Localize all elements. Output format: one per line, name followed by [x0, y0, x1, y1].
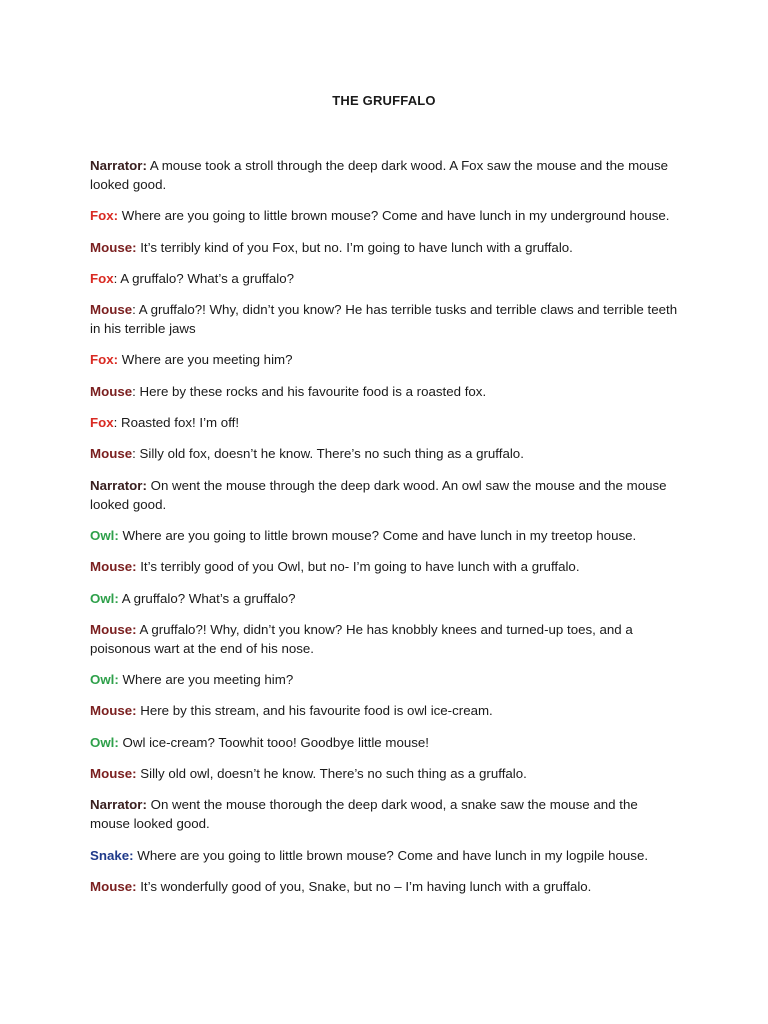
speaker-name-mouse: Mouse:	[90, 621, 137, 637]
dialogue-line	[90, 795, 678, 833]
speaker-name-narrator: Narrator:	[90, 797, 147, 813]
speaker-name-fox: Fox	[90, 415, 114, 431]
speaker-name-narrator: Narrator:	[90, 158, 147, 173]
dialogue-text: : Here by these rocks and his favourite food is a roasted fox.	[132, 383, 487, 399]
dialogue-text: On went the mouse through the deep dark wood. An owl saw the mouse and the mouse looked good.	[90, 477, 667, 512]
dialogue-text: A gruffalo?! Why, didn’t you know? He has knobbly knees and turned-up toes, and a poisonous wart at the end of his nose.	[90, 621, 633, 656]
page-title: THE GRUFFALO	[332, 93, 436, 108]
dialogue-line	[90, 300, 678, 338]
speaker-name-owl: Owl:	[90, 527, 119, 543]
speaker-name-mouse: Mouse	[90, 302, 133, 318]
speaker-name-fox: Fox:	[90, 208, 119, 224]
speaker-name-mouse: Mouse:	[90, 559, 137, 575]
dialogue-line	[90, 701, 678, 720]
dialogue-text: : A gruffalo?! Why, didn’t you know? He has terrible tusks and terrible claws and terrible teeth in his terrible jaws	[90, 302, 678, 337]
speaker-name-mouse: Mouse	[90, 446, 133, 462]
dialogue-line	[90, 269, 678, 288]
dialogue-line	[90, 156, 678, 194]
dialogue-text: Here by this stream, and his favourite food is owl ice-cream.	[136, 703, 493, 719]
script-body	[90, 156, 678, 896]
speaker-name-mouse: Mouse:	[90, 878, 137, 894]
speaker-name-mouse: Mouse:	[90, 703, 137, 719]
dialogue-line	[90, 589, 678, 608]
dialogue-line	[90, 350, 678, 369]
dialogue-line	[90, 382, 678, 401]
dialogue-text: It’s terribly kind of you Fox, but no. I’m going to have lunch with a gruffalo.	[136, 239, 573, 255]
dialogue-line	[90, 238, 678, 257]
dialogue-line	[90, 670, 678, 689]
dialogue-text: : Roasted fox! I’m off!	[113, 415, 240, 431]
dialogue-text: It’s terribly good of you Owl, but no- I’m going to have lunch with a gruffalo.	[136, 559, 580, 575]
dialogue-text: Silly old owl, doesn’t he know. There’s no such thing as a gruffalo.	[136, 766, 527, 782]
dialogue-line	[90, 846, 678, 865]
dialogue-text: Where are you going to little brown mouse? Come and have lunch in my logpile house.	[133, 847, 649, 863]
dialogue-line	[90, 444, 678, 463]
speaker-name-owl: Owl:	[90, 672, 119, 688]
dialogue-text: : Silly old fox, doesn’t he know. There’s no such thing as a gruffalo.	[132, 446, 524, 462]
dialogue-line	[90, 526, 678, 545]
dialogue-text: Owl ice-cream? Toowhit tooo! Goodbye little mouse!	[118, 734, 429, 750]
dialogue-line	[90, 733, 678, 752]
speaker-name-owl: Owl:	[90, 734, 119, 750]
dialogue-text: Where are you meeting him?	[118, 352, 293, 368]
dialogue-line	[90, 764, 678, 783]
speaker-name-mouse: Mouse:	[90, 766, 137, 782]
dialogue-text: A mouse took a stroll through the deep dark wood. A Fox saw the mouse and the mouse looked good.	[90, 158, 669, 192]
dialogue-text: : A gruffalo? What’s a gruffalo?	[113, 270, 295, 286]
speaker-name-narrator: Narrator:	[90, 477, 147, 493]
speaker-name-fox: Fox:	[90, 352, 119, 368]
dialogue-line	[90, 557, 678, 576]
dialogue-line	[90, 476, 678, 514]
dialogue-line	[90, 206, 678, 225]
speaker-name-fox: Fox	[90, 270, 114, 286]
dialogue-line	[90, 413, 678, 432]
speaker-name-owl: Owl:	[90, 590, 119, 606]
dialogue-text: Where are you going to little brown mouse? Come and have lunch in my underground house.	[118, 208, 670, 224]
dialogue-text: Where are you going to little brown mouse? Come and have lunch in my treetop house.	[118, 527, 637, 543]
speaker-name-snake: Snake:	[90, 847, 134, 863]
dialogue-line	[90, 877, 678, 896]
dialogue-text: Where are you meeting him?	[118, 672, 294, 688]
speaker-name-mouse: Mouse	[90, 383, 133, 399]
dialogue-line	[90, 620, 678, 658]
speaker-name-mouse: Mouse:	[90, 239, 137, 255]
dialogue-text: On went the mouse thorough the deep dark wood, a snake saw the mouse and the mouse looked good.	[90, 797, 638, 832]
dialogue-text: It’s wonderfully good of you, Snake, but no – I’m having lunch with a gruffalo.	[136, 878, 592, 894]
dialogue-text: A gruffalo? What’s a gruffalo?	[118, 590, 296, 606]
